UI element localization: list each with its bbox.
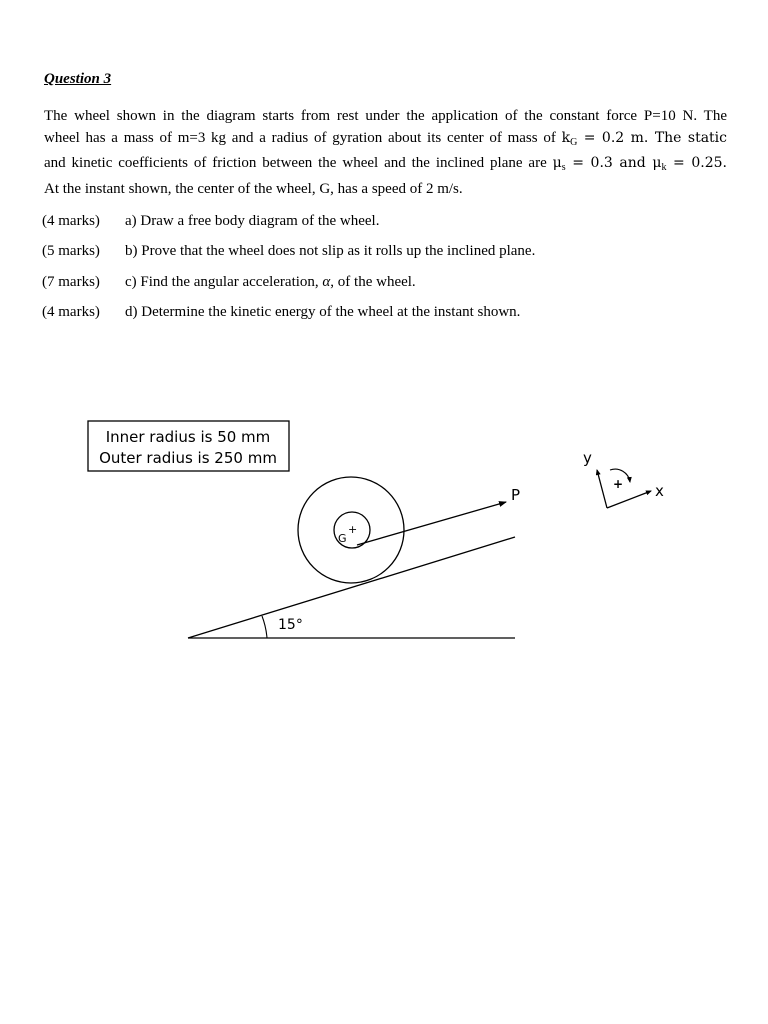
center-g-label: G [338, 532, 347, 545]
part-a [42, 206, 535, 237]
intro-line-2: wheel has a mass of m=3 kg and a radius of gyration about its center of mass of $k_G = 0.2$ m. The static [44, 129, 728, 148]
question-title: Question 3 [44, 71, 112, 87]
part-text: a) Draw a free body diagram of the wheel. [125, 212, 380, 229]
part-text: b) Prove that the wheel does not slip as it rolls up the inclined plane. [125, 243, 536, 260]
x-axis-label: x [655, 482, 664, 500]
force-p-label: P [511, 486, 521, 504]
radius-gyration-symbol: k [561, 129, 571, 146]
question-parts [42, 206, 535, 328]
outer-radius-label: Outer radius is 250 mm [99, 449, 277, 467]
intro-line-3: and kinetic coefficients of friction between the wheel and the inclined plane are $\mu_s = 0.3$ and $\mu_k = 0.25$. [44, 155, 727, 173]
rotation-sign-label: + [613, 477, 624, 491]
force-p-arrow [357, 502, 506, 545]
part-marks: (4 marks) [42, 304, 100, 321]
kinetic-friction-symbol: μ [652, 155, 662, 171]
question-intro [44, 106, 727, 200]
y-axis-label: y [583, 449, 592, 467]
radius-gyration-subscript: G [570, 136, 578, 148]
incline-angle-label: 15° [278, 617, 303, 633]
alpha-symbol: α [322, 273, 331, 290]
part-d [42, 298, 535, 329]
incline-line [188, 537, 515, 638]
wheel-diagram [0, 400, 768, 660]
intro-line-1: The wheel shown in the diagram starts from rest under the application of the constant force P=10 N. The [44, 108, 727, 124]
part-marks: (4 marks) [42, 212, 100, 229]
part-b [42, 237, 535, 268]
static-friction-symbol: μ [552, 155, 562, 171]
part-c [42, 267, 535, 298]
inner-radius-label: Inner radius is 50 mm [105, 428, 271, 446]
y-axis-arrow [597, 470, 607, 508]
part-text: d) Determine the kinetic energy of the wheel at the instant shown. [125, 304, 521, 321]
intro-line-4: At the instant shown, the center of the wheel, G, has a speed of 2 m/s. [44, 180, 463, 197]
part-marks: (5 marks) [42, 243, 100, 260]
angle-arc [262, 616, 267, 638]
x-axis-arrow [607, 491, 651, 508]
part-marks: (7 marks) [42, 273, 100, 290]
part-text: c) Find the angular acceleration, α, of the wheel. [125, 273, 416, 290]
center-plus-icon: + [348, 523, 358, 536]
